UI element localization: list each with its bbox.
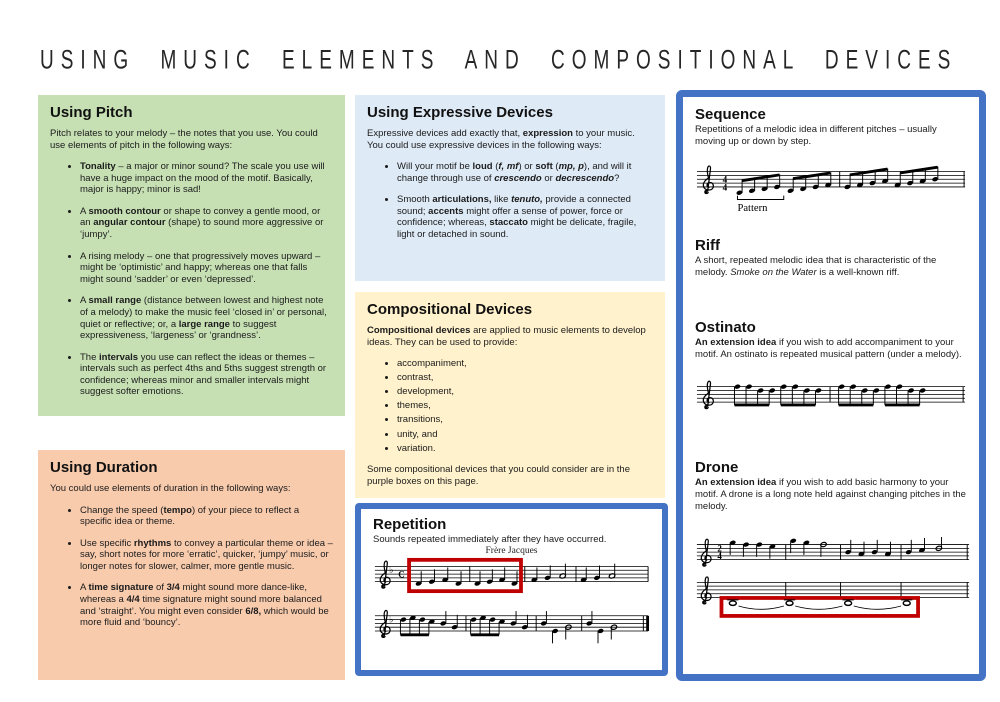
- using-pitch-box: [38, 95, 345, 416]
- using-duration-intro: You could use elements of duration in the following ways:: [50, 483, 291, 494]
- pitch-bullet-rising-melody: • A rising melody – one that progressively moves upward – might be ‘optimistic’ and happy; whereas one that falls might sound ‘sadder’ or even ‘depressed’.: [80, 251, 333, 286]
- pitch-bullet-intervals: • The intervals you use can reflect the ideas or themes – intervals such as perfect 4ths and 5ths suggest strength or confidence; whereas minor and smaller intervals might suggest softer emotions.: [80, 352, 333, 398]
- treble-clef-icon: [703, 166, 713, 193]
- expressive-devices-intro: Expressive devices add exactly that, expression to your music. You could use expressive devices in the following ways:: [367, 128, 635, 151]
- repetition-highlight-box: [409, 560, 521, 591]
- frere-jacques-title: Frère Jacques: [485, 545, 538, 556]
- treble-clef-icon: [701, 577, 711, 604]
- sequence-section: [695, 106, 967, 219]
- pitch-bullet-contour: • A smooth contour or shape to convey a gentle mood, or an angular contour (shape) to sound more aggressive or ‘jumpy’.: [80, 206, 333, 241]
- compositional-item: • accompaniment,: [397, 358, 653, 370]
- compositional-item: • development,: [397, 386, 653, 398]
- time-signature-top: 4: [722, 174, 728, 185]
- compositional-devices-footer: Some compositional devices that you could consider are in the purple boxes on this page.: [367, 464, 630, 487]
- expressive-devices-list: [367, 161, 653, 240]
- time-signature-bottom: 4: [717, 550, 722, 561]
- ostinato-desc: An extension idea if you wish to add accompaniment to your motif. An ostinato is repeated musical pattern (under a melody).: [695, 337, 962, 361]
- pattern-label: Pattern: [737, 202, 768, 214]
- compositional-devices-box: [355, 292, 665, 498]
- devices-panel: [676, 90, 986, 681]
- expressive-bullet-articulations: • Smooth articulations, like tenuto, provide a connected sound; accents might offer a sense of power, force or confidence; whereas, staccato might be delicate, fragile, light or detached in sound.: [397, 194, 653, 240]
- flat-sign: ♭: [389, 565, 394, 577]
- using-duration-list: [50, 505, 333, 629]
- sequence-notation: [695, 158, 967, 220]
- repetition-box: [355, 503, 668, 676]
- treble-clef-icon: [701, 539, 711, 566]
- drone-title: Drone: [695, 459, 739, 477]
- drone-highlight-box: [721, 598, 918, 616]
- ostinato-title: Ostinato: [695, 319, 756, 337]
- using-pitch-list: [50, 161, 333, 398]
- tie-curves: [738, 606, 901, 609]
- riff-title: Riff: [695, 237, 720, 255]
- sequence-title: Sequence: [695, 106, 766, 123]
- time-signature-bottom: 4: [722, 182, 728, 193]
- measure-notes: [790, 538, 827, 557]
- time-signature-top: 2: [717, 543, 722, 554]
- frere-jacques-notation: [373, 557, 650, 650]
- repetition-desc: Sounds repeated immediately after they have occurred.: [373, 534, 607, 545]
- treble-clef-icon: [703, 381, 713, 408]
- ostinato-section: [695, 319, 967, 429]
- compositional-item: • themes,: [397, 400, 653, 412]
- compositional-devices-title: Compositional Devices: [367, 301, 533, 318]
- compositional-item: • variation.: [397, 443, 653, 455]
- compositional-item: • transitions,: [397, 414, 653, 426]
- compositional-devices-list: [367, 358, 653, 454]
- measure-notes: [894, 166, 939, 187]
- expressive-devices-box: [355, 95, 665, 281]
- ostinato-notation: [695, 377, 967, 429]
- drone-section: [695, 459, 967, 625]
- using-pitch-intro: Pitch relates to your melody – the notes that you use. You could use elements of pitch in the following ways:: [50, 128, 318, 151]
- pitch-bullet-range: • A small range (distance between lowest and highest note of a melody) to make the music feel ‘closed in’ or personal, quiet or reflective; or, a large range to suggest expressiveness, ‘largeness’ or ‘grandness’.: [80, 295, 333, 341]
- pattern-bracket: [737, 195, 783, 199]
- duration-bullet-rhythms: • Use specific rhythms to convey a particular theme or idea – say, short notes for more ‘erratic’, quicker, ‘jumpy’ music, or longer notes for slower, calmer, more gentle music.: [80, 538, 333, 573]
- common-time-sign: C: [398, 569, 405, 580]
- using-duration-box: [38, 450, 345, 680]
- compositional-item: • unity, and: [397, 429, 653, 441]
- sequence-desc: Repetitions of a melodic idea in different pitches – usually moving up or down by step.: [695, 124, 937, 147]
- compositional-devices-intro: Compositional devices are applied to music elements to develop ideas. They can be used to provide:: [367, 325, 646, 348]
- drone-desc: An extension idea if you wish to add basic harmony to your motif. A drone is a long note held against changing pitches in the melody.: [695, 477, 966, 512]
- drone-notation: [695, 537, 971, 626]
- pitch-bullet-tonality: • Tonality – a major or minor sound? The scale you use will have a huge impact on the mood of the motif. Basically, major is happy; minor is sad!: [80, 161, 333, 196]
- using-pitch-title: Using Pitch: [50, 104, 133, 121]
- repetition-title: Repetition: [373, 516, 447, 533]
- riff-desc: A short, repeated melodic idea that is characteristic of the melody. Smoke on the Water is a well-known riff.: [695, 255, 937, 279]
- measure-notes: [736, 174, 781, 195]
- duration-bullet-tempo: • Change the speed (tempo) of your piece to reflect a specific idea or theme.: [80, 505, 333, 528]
- drone-whole-notes: [727, 600, 912, 609]
- expressive-devices-title: Using Expressive Devices: [367, 104, 553, 121]
- duration-bullet-time-signature: • A time signature of 3/4 might sound more dance-like, whereas a 4/4 time signature might sound more balanced and ‘straight’. You might even consider 6/8, which would be more fluid and ‘bouncy’.: [80, 582, 333, 628]
- expressive-bullet-dynamics: • Will your motif be loud (f, mf) or soft (mp, p), and will it change through use of crescendo or decrescendo?: [397, 161, 653, 184]
- page-title: USING MUSIC ELEMENTS AND COMPOSITIONAL DEVICES: [40, 46, 958, 76]
- flat-sign: ♭: [389, 614, 394, 626]
- compositional-item: • contrast,: [397, 372, 653, 384]
- riff-section: [695, 237, 967, 279]
- using-duration-title: Using Duration: [50, 459, 158, 476]
